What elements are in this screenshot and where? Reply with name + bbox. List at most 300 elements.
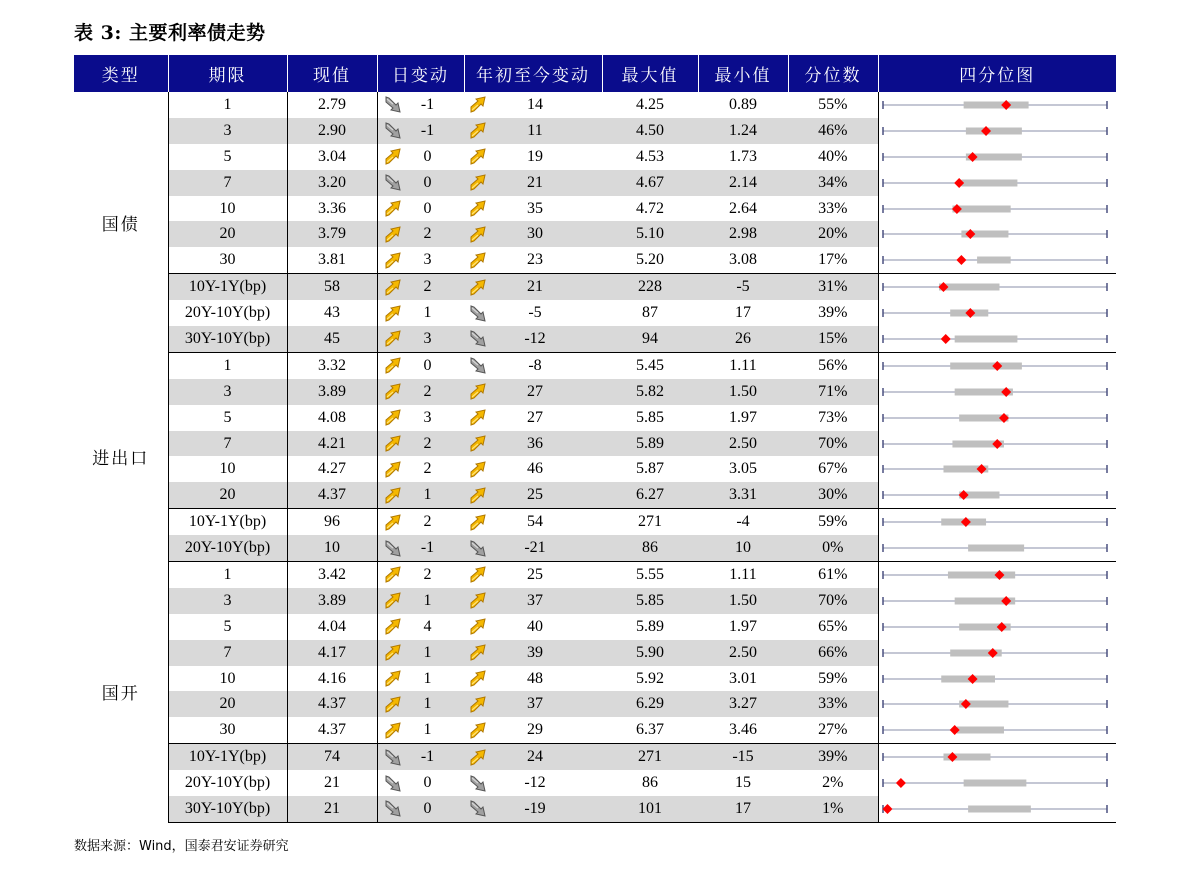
arrow-up-icon — [468, 591, 488, 610]
table-row — [74, 379, 1116, 405]
daily-change-cell — [377, 717, 464, 743]
header-max: 最大值 — [602, 55, 698, 92]
quartile-plot — [879, 121, 1111, 141]
ytd-change-value: 46 — [527, 460, 543, 478]
arrow-up-icon — [383, 304, 403, 323]
daily-change-value: 0 — [423, 774, 432, 792]
rates-table — [74, 55, 1116, 823]
max-value-cell: 94 — [602, 326, 698, 352]
ytd-change-value: -8 — [528, 356, 542, 374]
ytd-change-cell — [464, 92, 602, 118]
interquartile-box — [965, 127, 1021, 134]
ytd-change-value: 24 — [527, 748, 543, 766]
arrow-down-icon — [383, 95, 403, 114]
table-row — [74, 744, 1116, 770]
min-value-cell: 1.50 — [698, 379, 788, 405]
table-row — [74, 796, 1116, 822]
quartile-plot — [879, 303, 1111, 323]
quartile-plot-cell — [878, 562, 1116, 588]
table-row — [74, 614, 1116, 640]
arrow-up-icon — [383, 199, 403, 218]
quartile-plot — [879, 538, 1111, 558]
daily-change-value: 4 — [423, 617, 432, 635]
term-cell: 1 — [168, 352, 287, 378]
current-value-cell: 3.89 — [287, 379, 377, 405]
min-value-cell: -4 — [698, 509, 788, 535]
arrow-up-icon — [468, 95, 488, 114]
arrow-down-icon — [468, 329, 488, 348]
table-title: 表 3: 主要利率债走势 — [74, 22, 266, 44]
min-value-cell: -15 — [698, 744, 788, 770]
daily-change-cell — [377, 509, 464, 535]
max-value-cell: 5.45 — [636, 356, 664, 374]
min-value-cell: 26 — [698, 326, 788, 352]
daily-change-cell — [377, 535, 464, 561]
percentile-cell: 59% — [788, 509, 878, 535]
daily-change-value: 3 — [423, 329, 432, 347]
quartile-plot-cell — [878, 326, 1116, 352]
current-value-cell: 3.20 — [287, 170, 377, 196]
quartile-plot-cell — [878, 614, 1116, 640]
min-value-cell: 17 — [735, 304, 751, 322]
current-value-cell: 4.17 — [287, 640, 377, 666]
current-value-cell: 4.37 — [287, 482, 377, 508]
interquartile-box — [968, 805, 1031, 812]
daily-change-value: 3 — [423, 251, 432, 269]
ytd-change-cell — [464, 562, 602, 588]
term-cell: 20Y-10Y(bp) — [168, 300, 287, 326]
quartile-plot — [879, 434, 1111, 454]
current-value-cell: 43 — [287, 300, 377, 326]
ytd-change-value: -5 — [528, 304, 542, 322]
quartile-plot — [879, 329, 1111, 349]
term-cell: 20 — [168, 691, 287, 717]
term-cell: 3 — [168, 379, 287, 405]
current-value-cell: 4.37 — [287, 717, 377, 743]
table-row — [74, 274, 1116, 300]
interquartile-box — [947, 571, 1014, 578]
daily-change-value: -1 — [420, 121, 435, 139]
daily-change-value: 2 — [423, 513, 432, 531]
table-row — [74, 509, 1116, 535]
current-value-cell: 4.04 — [287, 614, 377, 640]
percentile-cell: 15% — [788, 326, 878, 352]
row-group-label: 国开 — [74, 562, 168, 823]
daily-change-value: 2 — [423, 382, 432, 400]
daily-change-value: -1 — [420, 539, 435, 557]
arrow-down-icon — [383, 173, 403, 192]
daily-change-cell — [377, 118, 464, 144]
table-row — [74, 456, 1116, 482]
ytd-change-value: -12 — [524, 774, 546, 792]
arrow-up-icon — [383, 251, 403, 270]
table-row — [74, 482, 1116, 508]
header-quartile-chart: 四分位图 — [878, 55, 1116, 92]
interquartile-box — [963, 780, 1026, 787]
ytd-change-cell — [464, 247, 602, 273]
arrow-up-icon — [383, 643, 403, 662]
ytd-change-cell — [464, 770, 602, 796]
table-row — [74, 535, 1116, 561]
quartile-plot — [879, 617, 1111, 637]
current-value-cell: 21 — [287, 770, 377, 796]
ytd-change-value: 25 — [527, 486, 543, 504]
table-row — [74, 92, 1116, 118]
max-value-cell: 6.37 — [636, 721, 664, 739]
table-row — [74, 691, 1116, 717]
min-value-cell: -5 — [698, 274, 788, 300]
ytd-change-cell — [464, 300, 602, 326]
daily-change-value: 2 — [423, 278, 432, 296]
daily-change-cell — [377, 221, 464, 247]
table-row — [74, 196, 1116, 222]
table-row — [74, 247, 1116, 273]
arrow-up-icon — [383, 147, 403, 166]
arrow-up-icon — [383, 486, 403, 505]
term-cell: 30Y-10Y(bp) — [168, 796, 287, 822]
ytd-change-cell — [464, 614, 602, 640]
term-cell: 10 — [168, 196, 287, 222]
percentile-cell: 31% — [788, 274, 878, 300]
max-value-cell: 228 — [602, 274, 698, 300]
table-row — [74, 221, 1116, 247]
quartile-plot — [879, 173, 1111, 193]
daily-change-cell — [377, 614, 464, 640]
min-value-cell: 3.27 — [698, 691, 788, 717]
daily-change-value: 3 — [423, 408, 432, 426]
min-value-cell: 2.98 — [698, 221, 788, 247]
arrow-up-icon — [383, 434, 403, 453]
daily-change-cell — [377, 482, 464, 508]
percentile-cell: 65% — [788, 614, 878, 640]
daily-change-cell — [377, 691, 464, 717]
ytd-change-value: 27 — [527, 408, 543, 426]
arrow-up-icon — [468, 460, 488, 479]
arrow-up-icon — [468, 147, 488, 166]
term-cell: 30Y-10Y(bp) — [168, 326, 287, 352]
arrow-up-icon — [383, 278, 403, 297]
quartile-plot-cell — [878, 456, 1116, 482]
ytd-change-value: 37 — [527, 591, 543, 609]
quartile-plot-cell — [878, 796, 1116, 822]
min-value-cell: 1.50 — [698, 588, 788, 614]
arrow-up-icon — [383, 591, 403, 610]
max-value-cell: 5.10 — [602, 221, 698, 247]
daily-change-value: 1 — [423, 304, 432, 322]
percentile-cell: 20% — [788, 221, 878, 247]
ytd-change-value: 30 — [527, 225, 543, 243]
current-value-cell: 2.90 — [287, 118, 377, 144]
arrow-up-icon — [383, 513, 403, 532]
daily-change-value: 2 — [423, 434, 432, 452]
quartile-plot-cell — [878, 717, 1116, 743]
arrow-down-icon — [468, 539, 488, 558]
daily-change-cell — [377, 247, 464, 273]
min-value-cell: 2.50 — [698, 431, 788, 457]
ytd-change-cell — [464, 691, 602, 717]
current-marker — [895, 778, 905, 788]
daily-change-value: 0 — [423, 173, 432, 191]
percentile-cell: 39% — [788, 744, 878, 770]
min-value-cell: 2.64 — [729, 199, 757, 217]
min-value-cell: 3.08 — [729, 251, 757, 269]
ytd-change-value: 29 — [527, 721, 543, 739]
daily-change-cell — [377, 300, 464, 326]
current-marker — [940, 334, 950, 344]
ytd-change-value: 11 — [527, 121, 543, 139]
ytd-change-value: 27 — [527, 382, 543, 400]
interquartile-box — [956, 727, 1003, 734]
current-value-cell: 3.32 — [287, 352, 377, 378]
term-cell: 1 — [168, 92, 287, 118]
quartile-plot-cell — [878, 274, 1116, 300]
current-value-cell: 58 — [287, 274, 377, 300]
daily-change-cell — [377, 405, 464, 431]
ytd-change-cell — [464, 796, 602, 822]
min-value-cell: 10 — [698, 535, 788, 561]
term-cell: 7 — [168, 640, 287, 666]
max-value-cell: 86 — [602, 535, 698, 561]
quartile-plot — [879, 773, 1111, 793]
term-cell: 10Y-1Y(bp) — [168, 274, 287, 300]
term-cell: 5 — [168, 614, 287, 640]
quartile-plot — [879, 356, 1111, 376]
arrow-up-icon — [468, 382, 488, 401]
arrow-up-icon — [383, 382, 403, 401]
ytd-change-cell — [464, 274, 602, 300]
table-row — [74, 431, 1116, 457]
quartile-plot — [879, 382, 1111, 402]
arrow-up-icon — [468, 513, 488, 532]
percentile-cell: 40% — [788, 144, 878, 170]
percentile-cell: 67% — [788, 456, 878, 482]
arrow-down-icon — [383, 799, 403, 818]
quartile-plot-cell — [878, 144, 1116, 170]
arrow-up-icon — [468, 748, 488, 767]
quartile-plot — [879, 199, 1111, 219]
interquartile-box — [977, 257, 1011, 264]
term-cell: 7 — [168, 431, 287, 457]
min-value-cell: 1.11 — [729, 356, 757, 374]
daily-change-cell — [377, 326, 464, 352]
arrow-up-icon — [468, 643, 488, 662]
table-row — [74, 170, 1116, 196]
quartile-plot — [879, 485, 1111, 505]
quartile-plot-cell — [878, 170, 1116, 196]
daily-change-cell — [377, 562, 464, 588]
quartile-plot-cell — [878, 118, 1116, 144]
arrow-down-icon — [383, 774, 403, 793]
current-value-cell: 3.81 — [287, 247, 377, 273]
current-value-cell: 10 — [287, 535, 377, 561]
ytd-change-value: 37 — [527, 695, 543, 713]
quartile-plot-cell — [878, 482, 1116, 508]
ytd-change-cell — [464, 144, 602, 170]
arrow-up-icon — [468, 434, 488, 453]
ytd-change-value: 14 — [527, 95, 543, 113]
max-value-cell: 4.72 — [636, 199, 664, 217]
table-row — [74, 717, 1116, 743]
quartile-plot — [879, 643, 1111, 663]
max-value-cell: 4.50 — [602, 118, 698, 144]
arrow-down-icon — [468, 774, 488, 793]
ytd-change-value: 36 — [527, 434, 543, 452]
current-marker — [882, 804, 892, 814]
header-min: 最小值 — [698, 55, 788, 92]
ytd-change-value: 21 — [527, 173, 543, 191]
quartile-plot — [879, 95, 1111, 115]
current-value-cell: 4.37 — [287, 691, 377, 717]
max-value-cell: 86 — [642, 774, 658, 792]
arrow-down-icon — [468, 356, 488, 375]
quartile-plot — [879, 459, 1111, 479]
min-value-cell: 1.73 — [729, 147, 757, 165]
row-group-label: 进出口 — [74, 352, 168, 561]
header-term: 期限 — [168, 55, 287, 92]
arrow-up-icon — [383, 695, 403, 714]
min-value-cell: 1.97 — [729, 408, 757, 426]
interquartile-box — [961, 179, 1017, 186]
percentile-cell: 17% — [788, 247, 878, 273]
percentile-cell: 56% — [788, 352, 878, 378]
ytd-change-cell — [464, 509, 602, 535]
quartile-plot — [879, 799, 1111, 819]
max-value-cell: 5.87 — [636, 460, 664, 478]
max-value-cell: 87 — [642, 304, 658, 322]
min-value-cell: 3.05 — [729, 460, 757, 478]
min-value-cell: 3.01 — [729, 669, 757, 687]
ytd-change-value: 39 — [527, 643, 543, 661]
quartile-plot — [879, 147, 1111, 167]
header-type: 类型 — [74, 55, 168, 92]
percentile-cell: 30% — [788, 482, 878, 508]
table-row — [74, 300, 1116, 326]
header-percentile: 分位数 — [788, 55, 878, 92]
term-cell: 20Y-10Y(bp) — [168, 770, 287, 796]
current-value-cell: 45 — [287, 326, 377, 352]
max-value-cell: 5.20 — [636, 251, 664, 269]
arrow-down-icon — [383, 748, 403, 767]
daily-change-cell — [377, 274, 464, 300]
daily-change-value: 1 — [423, 591, 432, 609]
term-cell: 10Y-1Y(bp) — [168, 509, 287, 535]
arrow-up-icon — [468, 486, 488, 505]
quartile-plot — [879, 512, 1111, 532]
current-value-cell: 4.27 — [287, 456, 377, 482]
quartile-plot-cell — [878, 770, 1116, 796]
ytd-change-cell — [464, 456, 602, 482]
arrow-down-icon — [383, 121, 403, 140]
percentile-cell: 61% — [788, 562, 878, 588]
ytd-change-cell — [464, 535, 602, 561]
arrow-up-icon — [468, 251, 488, 270]
daily-change-cell — [377, 666, 464, 692]
interquartile-box — [950, 362, 1022, 369]
interquartile-box — [963, 101, 1028, 108]
ytd-change-cell — [464, 118, 602, 144]
ytd-change-cell — [464, 717, 602, 743]
header-row — [74, 55, 1116, 92]
max-value-cell: 5.82 — [602, 379, 698, 405]
quartile-plot-cell — [878, 509, 1116, 535]
table-row — [74, 770, 1116, 796]
daily-change-cell — [377, 92, 464, 118]
ytd-change-value: 35 — [527, 199, 543, 217]
arrow-up-icon — [468, 721, 488, 740]
arrow-up-icon — [468, 565, 488, 584]
term-cell: 3 — [168, 588, 287, 614]
arrow-up-icon — [383, 225, 403, 244]
quartile-plot-cell — [878, 92, 1116, 118]
daily-change-cell — [377, 588, 464, 614]
header-daily-change: 日变动 — [377, 55, 464, 92]
quartile-plot — [879, 277, 1111, 297]
daily-change-cell — [377, 640, 464, 666]
percentile-cell: 1% — [788, 796, 878, 822]
daily-change-cell — [377, 744, 464, 770]
arrow-up-icon — [383, 356, 403, 375]
min-value-cell: 15 — [735, 774, 751, 792]
quartile-plot — [879, 747, 1111, 767]
daily-change-cell — [377, 456, 464, 482]
current-value-cell: 3.36 — [287, 196, 377, 222]
daily-change-cell — [377, 352, 464, 378]
max-value-cell: 4.67 — [602, 170, 698, 196]
max-value-cell: 6.27 — [602, 482, 698, 508]
max-value-cell: 5.85 — [636, 408, 664, 426]
percentile-cell: 71% — [788, 379, 878, 405]
current-value-cell: 3.04 — [287, 144, 377, 170]
quartile-plot-cell — [878, 352, 1116, 378]
current-value-cell: 3.79 — [287, 221, 377, 247]
min-value-cell: 17 — [698, 796, 788, 822]
max-value-cell: 5.55 — [636, 565, 664, 583]
min-value-cell: 1.24 — [698, 118, 788, 144]
max-value-cell: 5.92 — [636, 669, 664, 687]
arrow-up-icon — [468, 669, 488, 688]
current-value-cell: 4.08 — [287, 405, 377, 431]
ytd-change-cell — [464, 352, 602, 378]
term-cell: 20Y-10Y(bp) — [168, 535, 287, 561]
quartile-plot-cell — [878, 300, 1116, 326]
ytd-change-value: -19 — [524, 799, 546, 817]
min-value-cell: 1.97 — [729, 617, 757, 635]
term-cell: 10Y-1Y(bp) — [168, 744, 287, 770]
quartile-plot-cell — [878, 691, 1116, 717]
daily-change-value: 0 — [423, 199, 432, 217]
ytd-change-cell — [464, 744, 602, 770]
ytd-change-cell — [464, 588, 602, 614]
percentile-cell: 39% — [788, 300, 878, 326]
quartile-plot — [879, 224, 1111, 244]
daily-change-value: 1 — [423, 695, 432, 713]
arrow-up-icon — [468, 695, 488, 714]
arrow-up-icon — [383, 669, 403, 688]
term-cell: 10 — [168, 666, 287, 692]
table-row — [74, 118, 1116, 144]
current-value-cell: 4.21 — [287, 431, 377, 457]
daily-change-value: 1 — [423, 721, 432, 739]
percentile-cell: 70% — [788, 431, 878, 457]
max-value-cell: 271 — [602, 744, 698, 770]
ytd-change-value: 40 — [527, 617, 543, 635]
table-row — [74, 352, 1116, 378]
term-cell: 1 — [168, 562, 287, 588]
max-value-cell: 5.89 — [602, 431, 698, 457]
max-value-cell: 5.90 — [602, 640, 698, 666]
arrow-up-icon — [383, 565, 403, 584]
percentile-cell: 73% — [788, 405, 878, 431]
